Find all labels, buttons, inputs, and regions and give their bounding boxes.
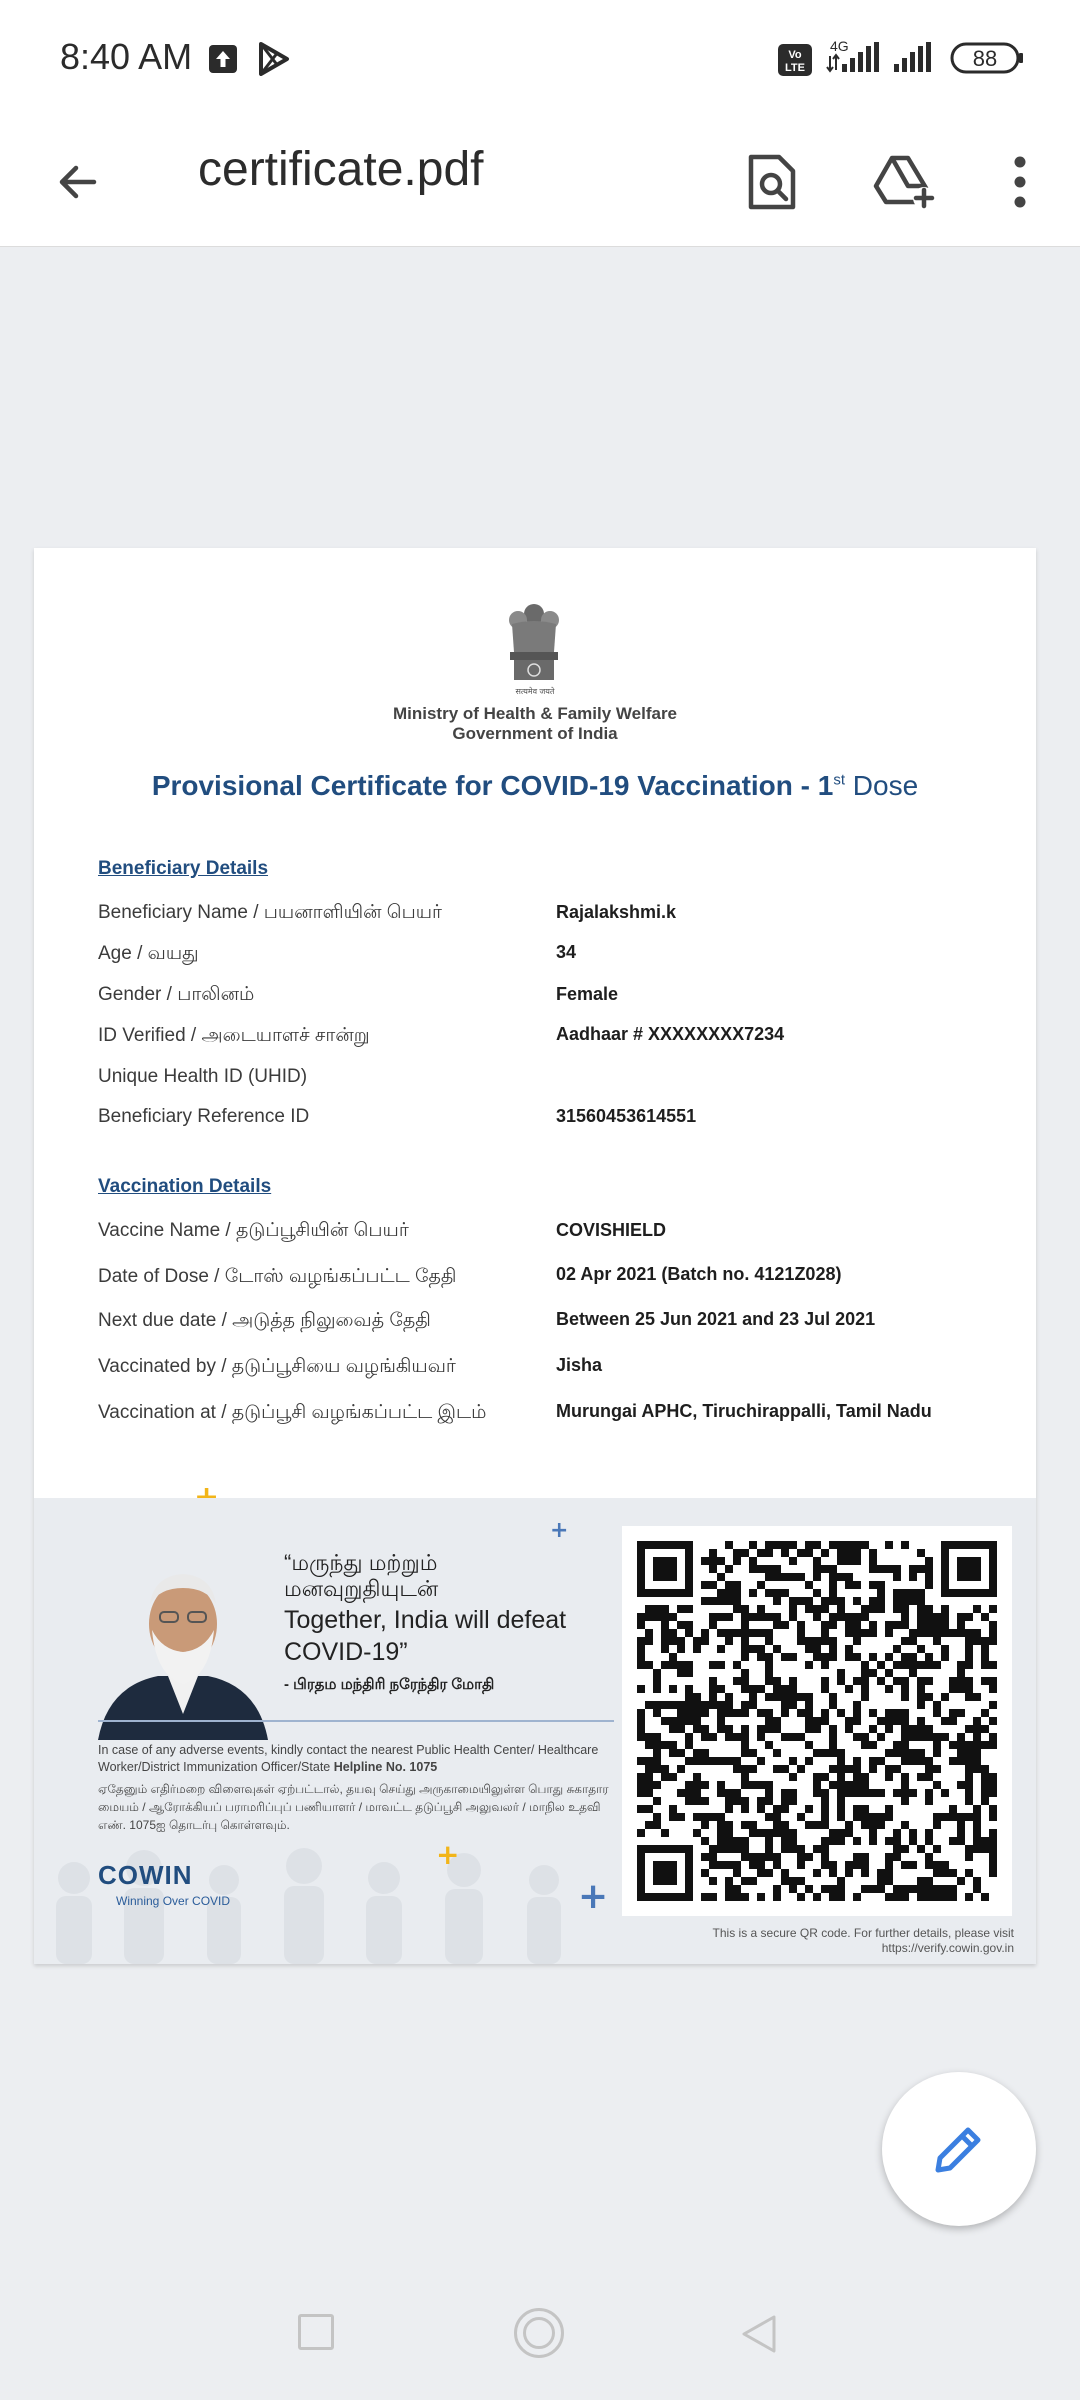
vaccination-at-value: Murungai APHC, Tiruchirappalli, Tamil Nadu — [556, 1401, 932, 1421]
more-vert-icon[interactable] — [1000, 142, 1040, 222]
emblem-caption: सत्यमेव जयते — [515, 687, 555, 696]
qr-code — [622, 1526, 1012, 1916]
id-verified-value: Aadhaar # XXXXXXXX7234 — [556, 1024, 785, 1044]
volte-icon — [778, 44, 812, 81]
ministry-name: Ministry of Health & Family Welfare — [392, 704, 678, 723]
adverse-events-note-tamil: ஏதேனும் எதிர்மறை விளைவுகள் ஏற்பட்டால், தயவு செய்து அருகாமையிலுள்ள பொது சுகாதார மையம் / ஆரோக்கியப் பராமரிப்புப் பணியாளர் / மாவட்ட தடுப்பூசி அலுவலர் / மாநில உதவி எண். 1075ஐ தொடர்பு கொள்ளவும். — [98, 1782, 609, 1832]
pencil-icon — [930, 2120, 988, 2178]
next-due-date-value: Between 25 Jun 2021 and 23 Jul 2021 — [556, 1309, 876, 1329]
next-due-date-label: Next due date / அடுத்த நிலுவைத் தேதி — [98, 1310, 431, 1331]
vaccine-name-value: COVISHIELD — [556, 1220, 667, 1240]
beneficiary-name-label: Beneficiary Name / பயனாளியின் பெயர் — [98, 902, 442, 923]
vaccinated-by-label: Vaccinated by / தடுப்பூசியை வழங்கியவர் — [98, 1356, 456, 1377]
certificate-title-main: Provisional Certificate for COVID-19 Vaccination - 1 — [151, 770, 834, 801]
decor-plus-icon: + — [436, 1838, 460, 1871]
network-type-label: 4G — [830, 38, 849, 54]
vaccination-details-heading: Vaccination Details — [98, 1176, 272, 1197]
cowin-tagline: Winning Over COVID — [116, 1894, 231, 1908]
banner-divider — [98, 1720, 614, 1722]
status-time: 8:40 AM — [60, 36, 193, 77]
certificate-title-tail: Dose — [845, 770, 919, 801]
national-emblem-icon — [502, 600, 566, 700]
quote-english: Together, India will defeat COVID-19” — [284, 1606, 567, 1666]
cowin-logo: COWIN — [98, 1860, 193, 1890]
vaccine-name-label: Vaccine Name / தடுப்பூசியின் பெயர் — [98, 1220, 409, 1241]
id-verified-label: ID Verified / அடையாளச் சான்று — [98, 1025, 370, 1046]
decor-plus-icon: + — [550, 1518, 569, 1543]
home-button-icon[interactable] — [514, 2308, 564, 2358]
certificate-banner — [34, 1498, 1036, 1964]
play-store-icon — [258, 42, 290, 81]
beneficiary-details-heading: Beneficiary Details — [98, 858, 269, 879]
battery-level: 88 — [972, 46, 998, 71]
date-of-dose-value: 02 Apr 2021 (Batch no. 4121Z028) — [556, 1264, 842, 1284]
status-bar — [0, 0, 1080, 120]
qr-code-note: This is a secure QR code. For further details, please visit https://verify.cowin.gov.in — [712, 1926, 1014, 1955]
signal-icon-2 — [892, 42, 936, 79]
find-in-page-icon[interactable] — [732, 142, 812, 222]
gender-value: Female — [556, 984, 619, 1004]
gender-label: Gender / பாலினம் — [98, 984, 255, 1005]
recents-button-icon[interactable] — [298, 2314, 334, 2350]
certificate-title — [34, 770, 1036, 802]
decor-plus-icon: + — [578, 1876, 609, 1917]
app-bar — [0, 120, 1080, 247]
pm-photo — [98, 1554, 268, 1740]
adverse-events-note — [98, 1742, 618, 1776]
quote-author: - பிரதம மந்திரி நரேந்திர மோதி — [284, 1676, 495, 1693]
vaccination-at-label: Vaccination at / தடுப்பூசி வழங்கப்பட்ட இடம் — [98, 1402, 487, 1423]
age-value: 34 — [556, 942, 577, 962]
reference-id-value: 31560453614551 — [556, 1106, 697, 1126]
svg-text:LTE: LTE — [785, 62, 805, 74]
pdf-page[interactable] — [34, 548, 1036, 1964]
system-navigation-bar — [0, 2280, 1080, 2400]
helpline-number: Helpline No. 1075 — [333, 1760, 438, 1774]
quote-tamil: “மருந்து மற்றும் மனவுறுதியுடன் — [284, 1550, 439, 1601]
edit-fab-button[interactable] — [882, 2072, 1036, 2226]
back-arrow-icon[interactable] — [40, 144, 116, 220]
back-button-icon[interactable] — [740, 2314, 778, 2359]
add-to-drive-icon[interactable] — [862, 142, 946, 222]
upload-icon — [208, 44, 238, 79]
certificate-title-sup: st — [833, 771, 846, 789]
date-of-dose-label: Date of Dose / டோஸ் வழங்கப்பட்ட தேதி — [98, 1266, 457, 1287]
uhid-label: Unique Health ID (UHID) — [98, 1066, 308, 1087]
government-name: Government of India — [452, 724, 618, 743]
signal-icon — [826, 42, 884, 79]
beneficiary-name-value: Rajalakshmi.k — [556, 902, 677, 922]
svg-text:Vo: Vo — [788, 49, 802, 61]
vaccinated-by-value: Jisha — [556, 1355, 603, 1375]
reference-id-label: Beneficiary Reference ID — [98, 1106, 310, 1127]
document-title: certificate.pdf — [198, 143, 484, 196]
age-label: Age / வயது — [98, 943, 199, 964]
adverse-events-text: In case of any adverse events, kindly contact the nearest Public Health Center/ Healthcare Worker/District Immunization Officer/State — [98, 1743, 599, 1774]
